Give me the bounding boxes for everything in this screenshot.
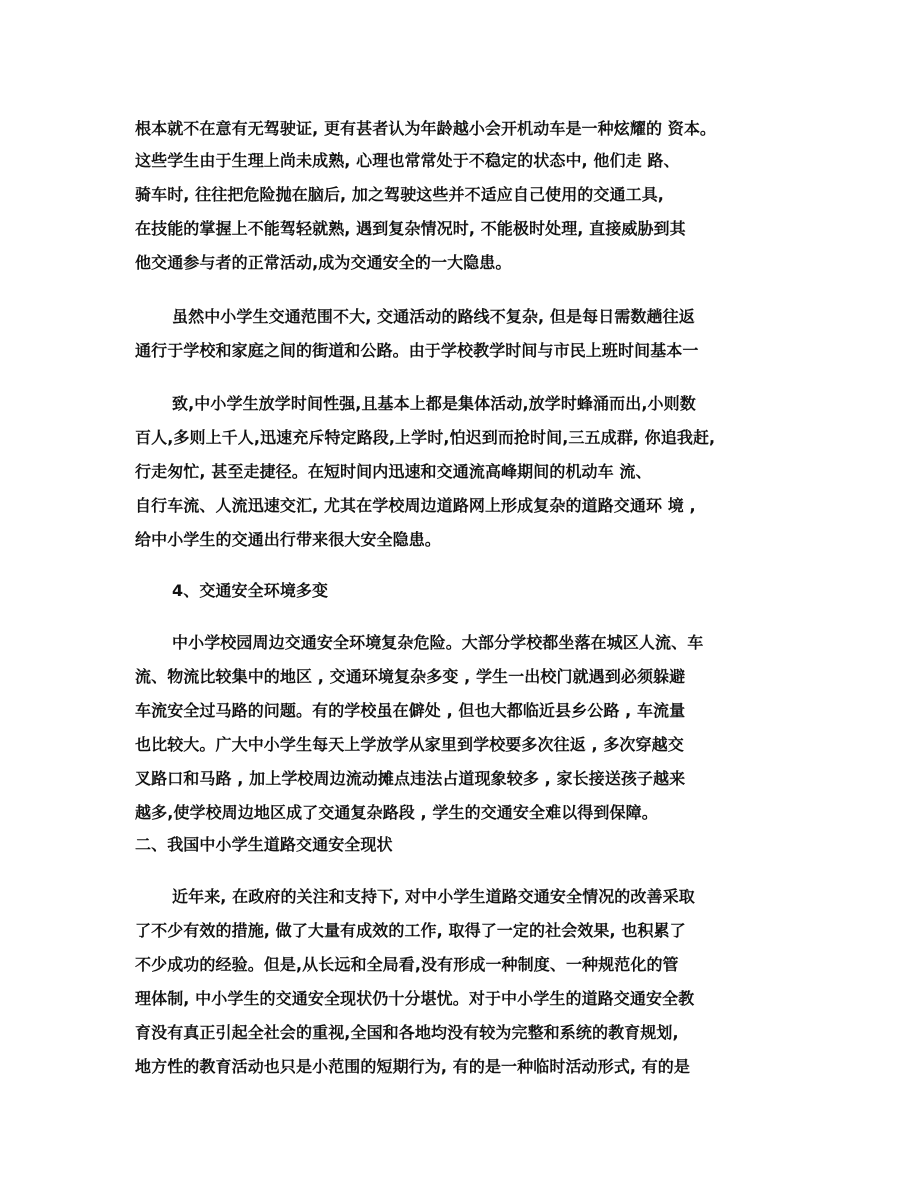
text-line-4: 在技能的掌握上不能驾轻就熟, 遇到复杂情况时, 不能极时处理, 直接威胁到其 [135,219,686,238]
text-line-1: 根本就不在意有无驾驶证, 更有甚者认为年龄越小会开机动车是一种炫耀的 资本。 [135,119,717,138]
text-line-11: 自行车流、人流迅速交汇, 尤其在学校周边道路网上形成复杂的道路交通环 境 , [135,496,696,515]
text-line-13: 中小学校园周边交通安全环境复杂危险。大部分学校都坐落在城区人流、车 [172,633,704,652]
text-line-19: 近年来, 在政府的关注和支持下, 对中小学生道路交通安全情况的改善采取 [172,887,695,906]
text-line-14: 流、物流比较集中的地区 , 交通环境复杂多变 , 学生一出校门就遇到必须躲避 [135,667,686,686]
text-line-2: 这些学生由于生理上尚未成熟, 心理也常常处于不稳定的状态中, 他们走 路、 [135,151,680,170]
text-line-8: 致,中小学生放学时间性强,且基本上都是集体活动,放学时蜂涌而出,小则数 [172,394,696,413]
text-line-6: 虽然中小学生交通范围不大, 交通活动的路线不复杂, 但是每日需数趟往返 [172,307,695,326]
text-line-24: 地方性的教育活动也只是小范围的短期行为, 有的是一种临时活动形式, 有的是 [135,1057,690,1076]
section-heading-4: 4、交通安全环境多变 [172,581,329,600]
text-line-3: 骑车时, 往往把危险抛在脑后, 加之驾驶这些并不适应自己使用的交通工具, [135,185,664,204]
text-line-15: 车流安全过马路的问题。有的学校虽在僻处 , 但也大都临近县乡公路 , 车流量 [135,701,686,720]
text-line-5: 他交通参与者的正常活动,成为交通安全的一大隐患。 [135,253,512,272]
text-line-10: 行走匆忙, 甚至走捷径。在短时间内迅速和交通流高峰期间的机动车 流、 [135,462,652,481]
section-heading-2: 二、我国中小学生道路交通安全现状 [135,835,393,854]
text-line-7: 通行于学校和家庭之间的街道和公路。由于学校教学时间与市民上班时间基本一 [135,341,699,360]
text-line-21: 不少成功的经验。但是,从长远和全局看,没有形成一种制度、一种规范化的管 [135,955,679,974]
text-line-12: 给中小学生的交通出行带来很大安全隐患。 [135,530,441,549]
text-line-18: 越多,使学校周边地区成了交通复杂路段 , 学生的交通安全难以得到保障。 [135,803,658,822]
text-line-17: 叉路口和马路 , 加上学校周边流动摊点违法占道现象较多 , 家长接送孩子越来 [135,769,686,788]
text-line-23: 育没有真正引起全社会的重视,全国和各地均没有较为完整和系统的教育规划, [135,1023,679,1042]
text-line-9: 百人,多则上千人,迅速充斥特定路段,上学时,怕迟到而抢时间,三五成群, 你追我赶, [135,428,716,447]
text-line-16: 也比较大。广大中小学生每天上学放学从家里到学校要多次往返 , 多次穿越交 [135,735,684,754]
text-line-20: 了不少有效的措施, 做了大量有成效的工作, 取得了一定的社会效果, 也积累了 [135,921,686,940]
text-line-22: 理体制, 中小学生的交通安全现状仍十分堪忧。对于中小学生的道路交通安全教 [135,989,695,1008]
